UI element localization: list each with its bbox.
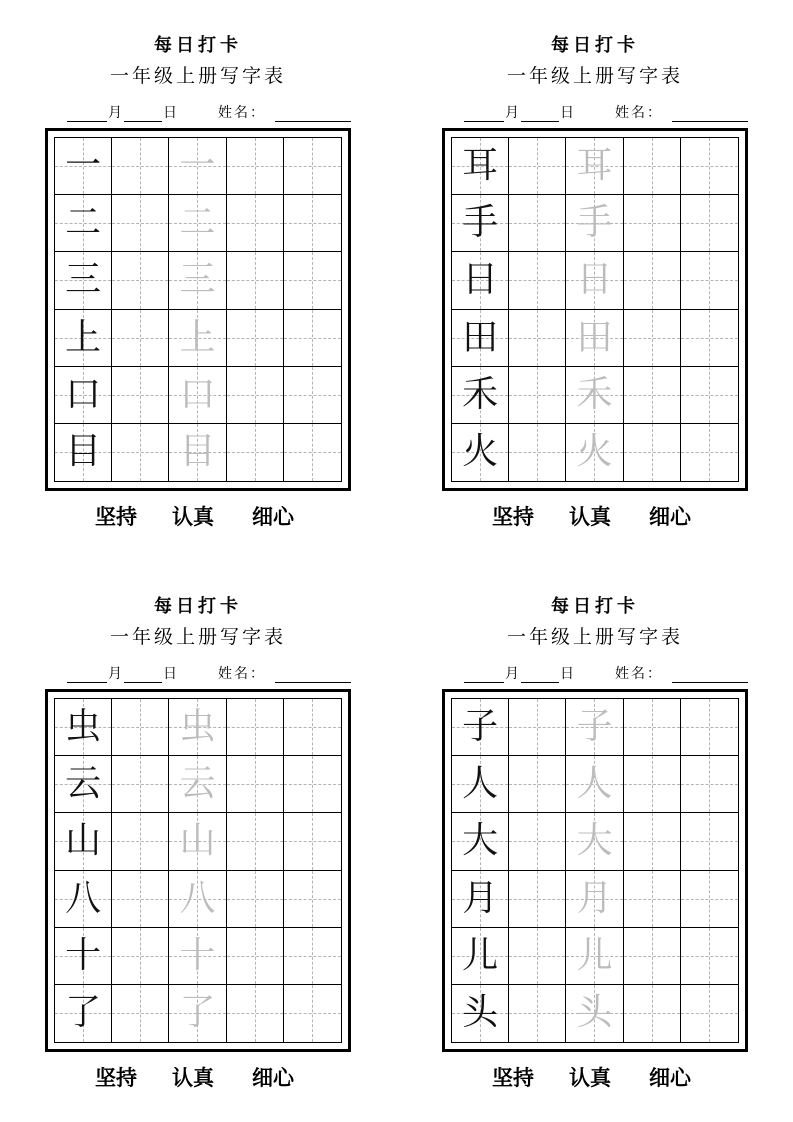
grid-cell [452,928,509,985]
model-character: 目 [65,431,102,473]
grid-cell [452,985,509,1042]
month-blank[interactable] [464,682,504,683]
date-name-line [442,665,748,685]
trace-character: 手 [576,202,613,244]
grid-cell [566,699,623,756]
day-label: 日 [560,666,574,682]
grid-cell[interactable] [509,985,566,1042]
grid-cell[interactable] [681,756,738,813]
writing-sheet [442,689,748,1052]
trace-character: 山 [179,820,216,862]
motto-word: 认真 [172,504,214,529]
grid-cell[interactable] [681,138,738,195]
grid-cell[interactable] [681,871,738,928]
card-title: 每日打卡 [551,35,639,56]
trace-character: 二 [179,202,216,244]
grid-cell[interactable] [112,367,169,424]
trace-character: 口 [179,373,216,415]
grid-cell [566,424,623,481]
grid-cell [55,367,112,424]
grid-cell[interactable] [112,699,169,756]
model-character: 二 [65,202,102,244]
grid-cell[interactable] [227,252,284,309]
grid-cell [55,756,112,813]
name-label: 姓名： [218,105,266,121]
day-blank[interactable] [124,682,162,683]
grid-cell[interactable] [624,138,681,195]
grid-cell[interactable] [284,424,341,481]
grid-cell[interactable] [227,310,284,367]
model-character: 禾 [462,373,499,415]
grid-cell[interactable] [112,985,169,1042]
grid-cell [169,699,226,756]
grid-cell [452,195,509,252]
model-character: 头 [462,992,499,1034]
grid-cell [452,252,509,309]
motto-word: 细心 [649,1065,691,1090]
grid-cell[interactable] [509,195,566,252]
model-character: 月 [462,877,499,919]
trace-character: 头 [576,992,613,1034]
grid-cell [452,138,509,195]
motto-word: 细心 [252,1065,294,1090]
month-label: 月 [108,105,122,121]
worksheet-card [45,592,351,1122]
motto [45,503,351,531]
grid-cell [566,756,623,813]
model-character: 三 [65,259,102,301]
grid-cell[interactable] [284,985,341,1042]
grid-cell[interactable] [509,424,566,481]
grid-cell[interactable] [284,138,341,195]
trace-character: 月 [576,877,613,919]
model-character: 田 [462,316,499,358]
grid-cell [452,756,509,813]
tianzige-grid [451,698,739,1043]
grid-cell [169,756,226,813]
grid-cell[interactable] [681,699,738,756]
grid-cell [452,367,509,424]
grid-cell[interactable] [509,756,566,813]
model-character: 儿 [462,934,499,976]
grid-cell [452,813,509,870]
grid-cell [169,310,226,367]
motto-word: 坚持 [492,1065,534,1090]
model-character: 一 [65,145,102,187]
card-subtitle: 一年级上册写字表 [109,626,286,648]
grid-cell[interactable] [509,928,566,985]
name-blank[interactable] [275,121,351,122]
motto [442,1064,748,1092]
grid-cell[interactable] [284,195,341,252]
grid-cell[interactable] [624,367,681,424]
worksheet-card [442,592,748,1122]
model-character: 手 [462,202,499,244]
motto-word: 坚持 [492,504,534,529]
grid-cell[interactable] [284,813,341,870]
month-blank[interactable] [67,682,107,683]
model-character: 大 [462,820,499,862]
grid-cell[interactable] [624,928,681,985]
grid-cell[interactable] [284,871,341,928]
grid-cell [169,367,226,424]
model-character: 人 [462,763,499,805]
model-character: 虫 [65,706,102,748]
card-title: 每日打卡 [154,596,242,617]
grid-cell[interactable] [624,424,681,481]
writing-sheet [442,128,748,491]
grid-cell[interactable] [681,928,738,985]
month-blank[interactable] [67,121,107,122]
grid-cell[interactable] [227,813,284,870]
grid-cell[interactable] [112,928,169,985]
grid-cell[interactable] [284,310,341,367]
month-label: 月 [505,105,519,121]
grid-cell [452,424,509,481]
name-blank[interactable] [672,121,748,122]
grid-cell [55,310,112,367]
grid-cell [169,424,226,481]
grid-cell[interactable] [112,871,169,928]
grid-cell[interactable] [624,310,681,367]
writing-sheet [45,128,351,491]
grid-cell [566,871,623,928]
grid-cell [169,871,226,928]
grid-cell [566,252,623,309]
day-blank[interactable] [521,121,559,122]
grid-cell [566,138,623,195]
grid-cell[interactable] [284,699,341,756]
grid-cell [566,985,623,1042]
trace-character: 十 [179,934,216,976]
date-name-line [45,104,351,124]
grid-cell [169,813,226,870]
writing-sheet [45,689,351,1052]
grid-cell[interactable] [112,310,169,367]
grid-cell [566,310,623,367]
tianzige-grid [451,137,739,482]
name-label: 姓名： [218,666,266,682]
trace-character: 八 [179,877,216,919]
grid-cell[interactable] [681,813,738,870]
grid-cell [55,195,112,252]
grid-cell [55,252,112,309]
grid-cell[interactable] [284,756,341,813]
grid-cell[interactable] [112,756,169,813]
model-character: 上 [65,316,102,358]
name-label: 姓名： [615,105,663,121]
name-blank[interactable] [672,682,748,683]
model-character: 八 [65,877,102,919]
trace-character: 目 [179,431,216,473]
trace-character: 禾 [576,373,613,415]
card-subtitle: 一年级上册写字表 [506,65,683,87]
trace-character: 虫 [179,706,216,748]
grid-cell [566,195,623,252]
grid-cell[interactable] [227,985,284,1042]
trace-character: 儿 [576,934,613,976]
grid-cell[interactable] [227,699,284,756]
name-label: 姓名： [615,666,663,682]
grid-cell [566,928,623,985]
trace-character: 了 [179,992,216,1034]
motto-word: 认真 [569,1065,611,1090]
grid-cell[interactable] [509,252,566,309]
trace-character: 三 [179,259,216,301]
grid-cell[interactable] [624,813,681,870]
grid-cell[interactable] [624,699,681,756]
grid-cell[interactable] [624,252,681,309]
grid-cell[interactable] [112,138,169,195]
grid-cell[interactable] [509,871,566,928]
model-character: 十 [65,934,102,976]
grid-cell[interactable] [681,252,738,309]
grid-cell [169,985,226,1042]
month-blank[interactable] [464,121,504,122]
grid-cell [452,310,509,367]
grid-cell[interactable] [509,367,566,424]
grid-cell[interactable] [284,928,341,985]
trace-character: 子 [576,706,613,748]
grid-cell [452,871,509,928]
model-character: 云 [65,763,102,805]
card-title: 每日打卡 [551,596,639,617]
day-blank[interactable] [521,682,559,683]
model-character: 子 [462,706,499,748]
grid-cell[interactable] [112,195,169,252]
grid-cell[interactable] [509,813,566,870]
grid-cell [55,871,112,928]
tianzige-grid [54,137,342,482]
grid-cell[interactable] [681,195,738,252]
grid-cell[interactable] [227,756,284,813]
model-character: 山 [65,820,102,862]
grid-cell[interactable] [284,252,341,309]
grid-cell[interactable] [509,138,566,195]
motto-word: 认真 [569,504,611,529]
grid-cell [169,195,226,252]
day-label: 日 [560,105,574,121]
grid-cell[interactable] [284,367,341,424]
grid-cell[interactable] [681,310,738,367]
motto [442,503,748,531]
worksheet-card [442,31,748,571]
grid-cell[interactable] [624,985,681,1042]
grid-cell [55,928,112,985]
card-subtitle: 一年级上册写字表 [109,65,286,87]
trace-character: 一 [179,145,216,187]
month-label: 月 [505,666,519,682]
card-subtitle: 一年级上册写字表 [506,626,683,648]
grid-cell [566,367,623,424]
date-name-line [442,104,748,124]
grid-cell[interactable] [681,424,738,481]
grid-cell [169,138,226,195]
grid-cell [55,424,112,481]
motto-word: 坚持 [95,504,137,529]
model-character: 了 [65,992,102,1034]
motto-word: 坚持 [95,1065,137,1090]
trace-character: 大 [576,820,613,862]
grid-cell[interactable] [624,871,681,928]
grid-cell[interactable] [681,367,738,424]
trace-character: 火 [576,431,613,473]
grid-cell [452,699,509,756]
grid-cell [55,138,112,195]
trace-character: 上 [179,316,216,358]
grid-cell[interactable] [624,756,681,813]
grid-cell[interactable] [112,813,169,870]
model-character: 耳 [462,145,499,187]
grid-cell [566,813,623,870]
month-label: 月 [108,666,122,682]
motto-word: 认真 [172,1065,214,1090]
motto-word: 细心 [649,504,691,529]
model-character: 日 [462,259,499,301]
day-label: 日 [163,666,177,682]
worksheet-card [45,31,351,571]
grid-cell[interactable] [624,195,681,252]
grid-cell [55,699,112,756]
grid-cell[interactable] [227,195,284,252]
grid-cell[interactable] [681,985,738,1042]
grid-cell[interactable] [227,928,284,985]
trace-character: 人 [576,763,613,805]
grid-cell[interactable] [509,310,566,367]
grid-cell[interactable] [112,424,169,481]
grid-cell[interactable] [227,138,284,195]
grid-cell[interactable] [227,367,284,424]
tianzige-grid [54,698,342,1043]
grid-cell [169,928,226,985]
trace-character: 田 [576,316,613,358]
name-blank[interactable] [275,682,351,683]
motto [45,1064,351,1092]
grid-cell[interactable] [509,699,566,756]
model-character: 口 [65,373,102,415]
trace-character: 云 [179,763,216,805]
trace-character: 耳 [576,145,613,187]
grid-cell [55,985,112,1042]
day-label: 日 [163,105,177,121]
grid-cell[interactable] [227,424,284,481]
model-character: 火 [462,431,499,473]
motto-word: 细心 [252,504,294,529]
grid-cell[interactable] [227,871,284,928]
trace-character: 日 [576,259,613,301]
date-name-line [45,665,351,685]
grid-cell [55,813,112,870]
day-blank[interactable] [124,121,162,122]
card-title: 每日打卡 [154,35,242,56]
grid-cell[interactable] [112,252,169,309]
grid-cell [169,252,226,309]
